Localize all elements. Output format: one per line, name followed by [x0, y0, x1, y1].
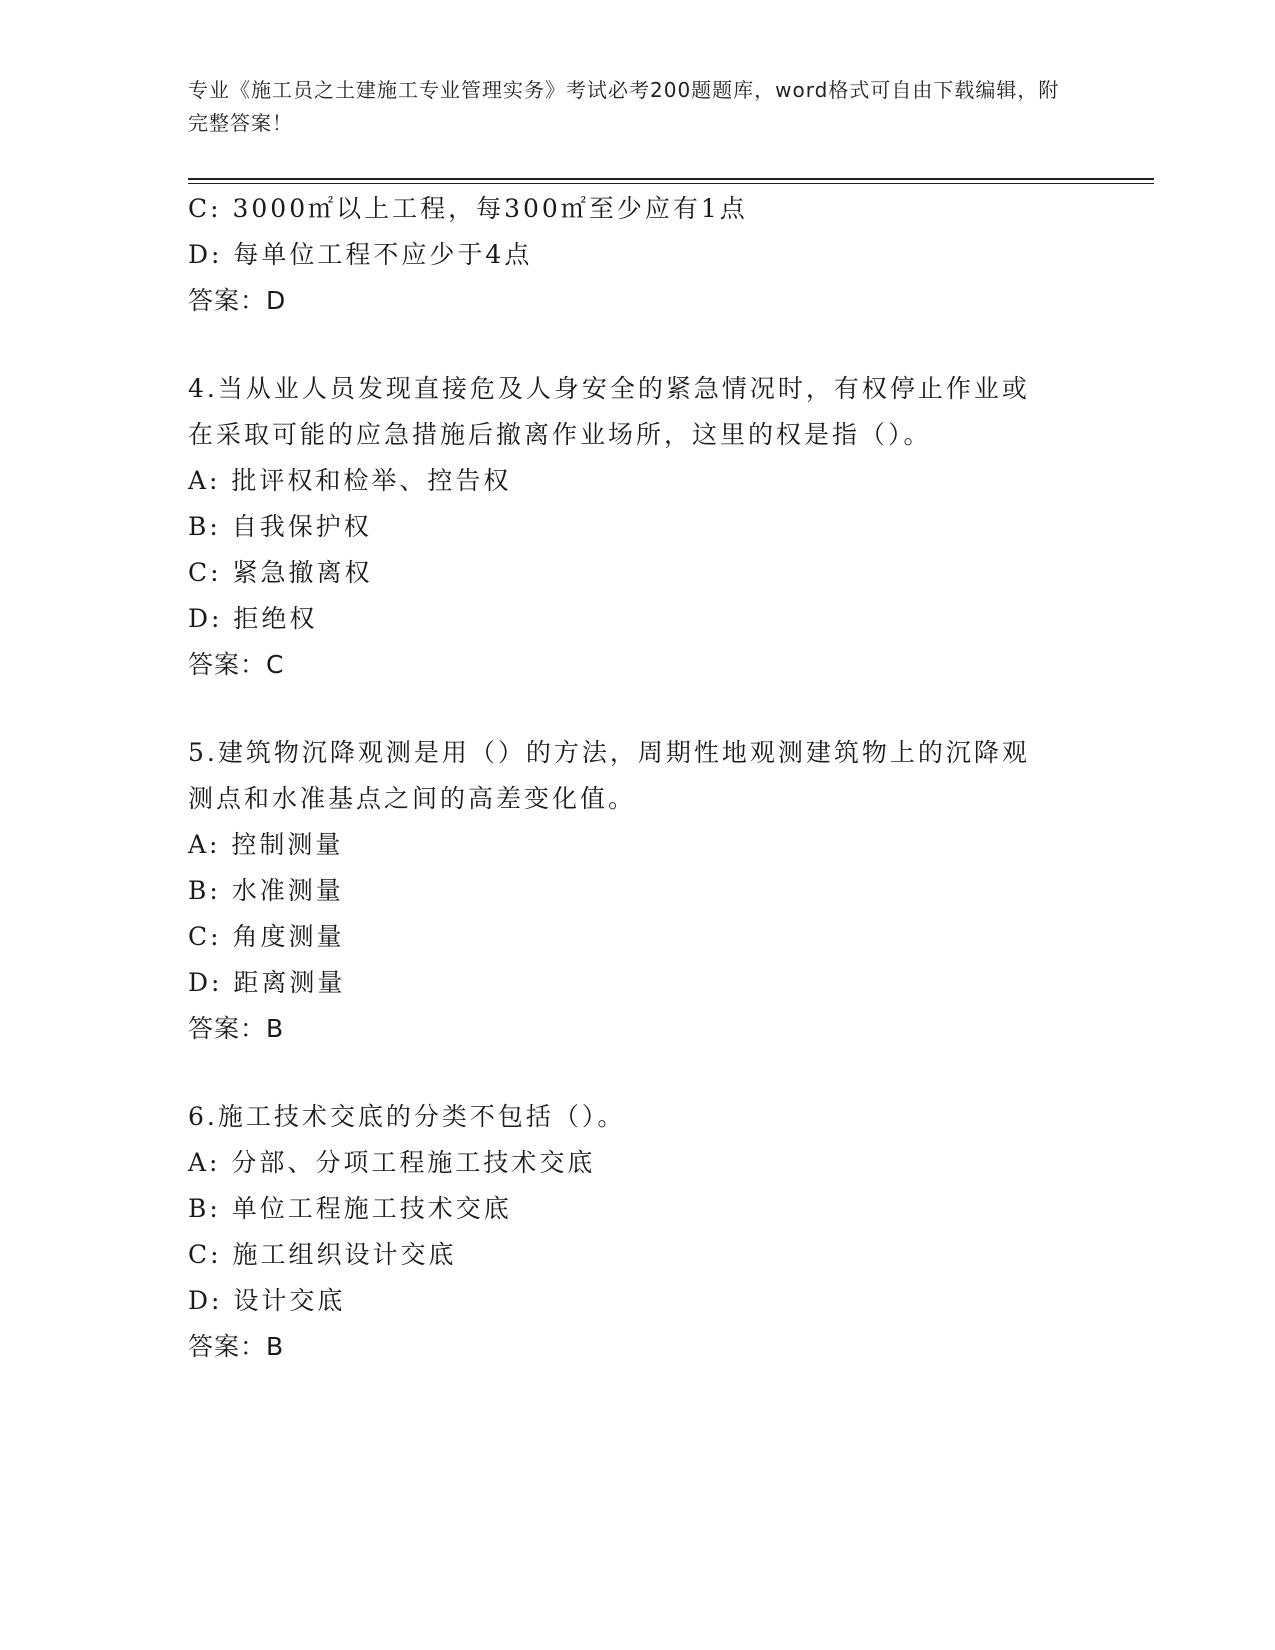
question-text-line: 测点和水准基点之间的高差变化值。	[188, 784, 637, 813]
option-d: D: 拒绝权	[188, 604, 318, 633]
option-c: C: 3000㎡以上工程，每300㎡至少应有1点	[188, 194, 748, 223]
option-b: B: 自我保护权	[188, 512, 372, 541]
question-6	[188, 1094, 1088, 1370]
header-rule-thick	[188, 178, 1154, 180]
answer-line: 答案：B	[188, 1014, 285, 1043]
option-c: C: 施工组织设计交底	[188, 1240, 457, 1269]
option-a: A: 批评权和检举、控告权	[188, 466, 512, 495]
option-a: A: 控制测量	[188, 830, 344, 859]
option-d: D: 每单位工程不应少于4点	[188, 240, 533, 269]
question-text-line: 4.当从业人员发现直接危及人身安全的紧急情况时，有权停止作业或	[188, 374, 1030, 403]
document-header	[188, 74, 1068, 140]
question-text-line: 在采取可能的应急措施后撤离作业场所，这里的权是指（）。	[188, 420, 932, 449]
answer-line: 答案：B	[188, 1332, 285, 1361]
header-title: 专业《施工员之土建施工专业管理实务》考试必考200题题库，word格式可自由下载编辑，附完整答案！	[188, 78, 1060, 135]
continued-question	[188, 186, 1088, 324]
option-c: C: 角度测量	[188, 922, 345, 951]
option-d: D: 距离测量	[188, 968, 346, 997]
option-a: A: 分部、分项工程施工技术交底	[188, 1148, 596, 1177]
header-rule-thin	[188, 183, 1154, 184]
question-text-line: 6.施工技术交底的分类不包括（）。	[188, 1102, 626, 1131]
question-5	[188, 730, 1088, 1052]
option-b: B: 水准测量	[188, 876, 344, 905]
question-content	[188, 186, 1088, 1370]
option-d: D: 设计交底	[188, 1286, 346, 1315]
option-b: B: 单位工程施工技术交底	[188, 1194, 512, 1223]
option-c: C: 紧急撤离权	[188, 558, 373, 587]
question-text-line: 5.建筑物沉降观测是用（）的方法，周期性地观测建筑物上的沉降观	[188, 738, 1030, 767]
answer-line: 答案：D	[188, 286, 287, 315]
question-4	[188, 366, 1088, 688]
answer-line: 答案：C	[188, 650, 285, 679]
